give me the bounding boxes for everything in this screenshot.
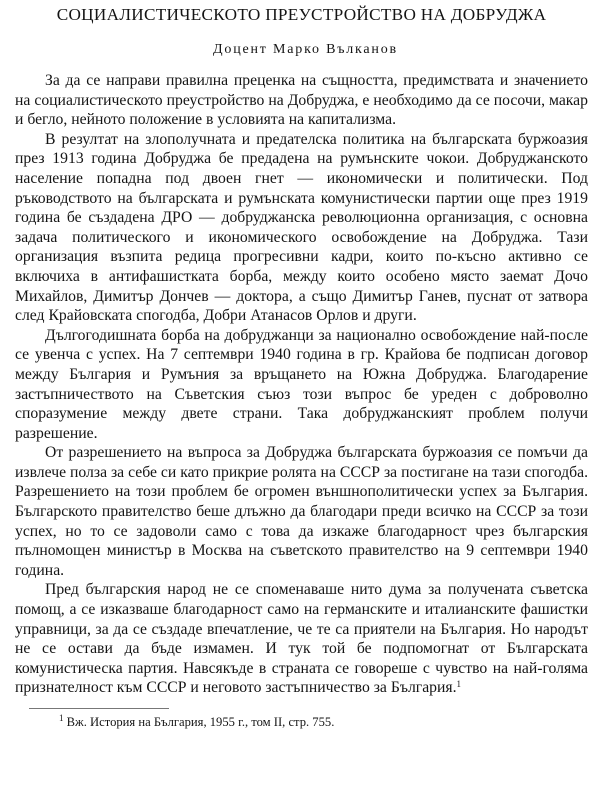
article-body <box>15 71 588 698</box>
author-line: Доцент Марко Вълканов <box>213 42 398 57</box>
paragraph: В резултат на злополучната и предателска политика на българската буржоазия през 1913 година Добруджа бе предадена на румънските чокои. Добруджанското население попадна под двоен гнет — икономически и политически. Под ръководството на българската и румънската комунистически партии още през 1919 година бе създадена ДРО — добруджанска революционна организация, с основна задача политического и икономического освобождение на Добруджа. Тази организация възпита редица прогресивни кадри, които по-късно активно се включиха в антифашистката борба, между които особено място заемат Дочо Михайлов, Димитър Дончев — доктора, а също Димитър Ганев, пуснат от затвора след Крайовската спогодба, Добри Атанасов Орлов и други. <box>15 130 588 325</box>
footnote-text: Вж. История на България, 1955 г., том II, стр. 755. <box>66 715 335 729</box>
paragraph: Пред българския народ не се споменаваше нито дума за получената съветска помощ, а се изказваше благодарност само на германските и италианските фашистки управници, за да се създаде впечатление, че те са приятели на България. Но народът не се остави да бъде измамен. И тук той бе подпомогнат от Българската комунистическа партия. Навсякъде в страната се говореше с чувство на най-голяма признателност към СССР и неговото застъпничество за България. <box>15 581 588 697</box>
document-title: СОЦИАЛИСТИЧЕСКОТО ПРЕУСТРОЙСТВО НА ДОБРУДЖА <box>56 5 547 24</box>
paragraph: За да се направи правилна преценка на същността, предимствата и значението на социалистическото преустройство на Добруджа, е необходимо да се посочи, макар и бегло, нейното положение в условията на капитализма. <box>15 72 588 129</box>
footnote-marker: 1 <box>59 713 64 723</box>
footnote-reference: 1 <box>456 679 462 690</box>
paragraph: От разрешението на въпроса за Добруджа българската буржоазия се помъчи да извлече полза за себе си като прикрие ролята на СССР за постигане на тази спогодба. Разрешението на този проблем бе огромен външнополитически успех за България. Българското правителство беше длъжно да благодари преди всичко на СССР за този успех, но то се задоволи само с това да изкаже благодарност чрез българския пълномощен министър в Москва на съветското правителство на 9 септември 1940 година. <box>15 444 588 579</box>
footnote <box>15 715 588 730</box>
footnote-divider <box>29 708 169 709</box>
paragraph: Дългогодишната борба на добруджанци за национално освобождение най-после се увенча с успех. На 7 септември 1940 година в гр. Крайова бе подписан договор между България и Румъния за връщането на Южна Добруджа. Благодарение застъпничеството на Съветския съюз този въпрос бе уреден с доброволно споразумение между двете страни. Така добруджанският проблем получи разрешение. <box>15 326 588 442</box>
paragraph-with-footnote-ref <box>15 580 588 698</box>
